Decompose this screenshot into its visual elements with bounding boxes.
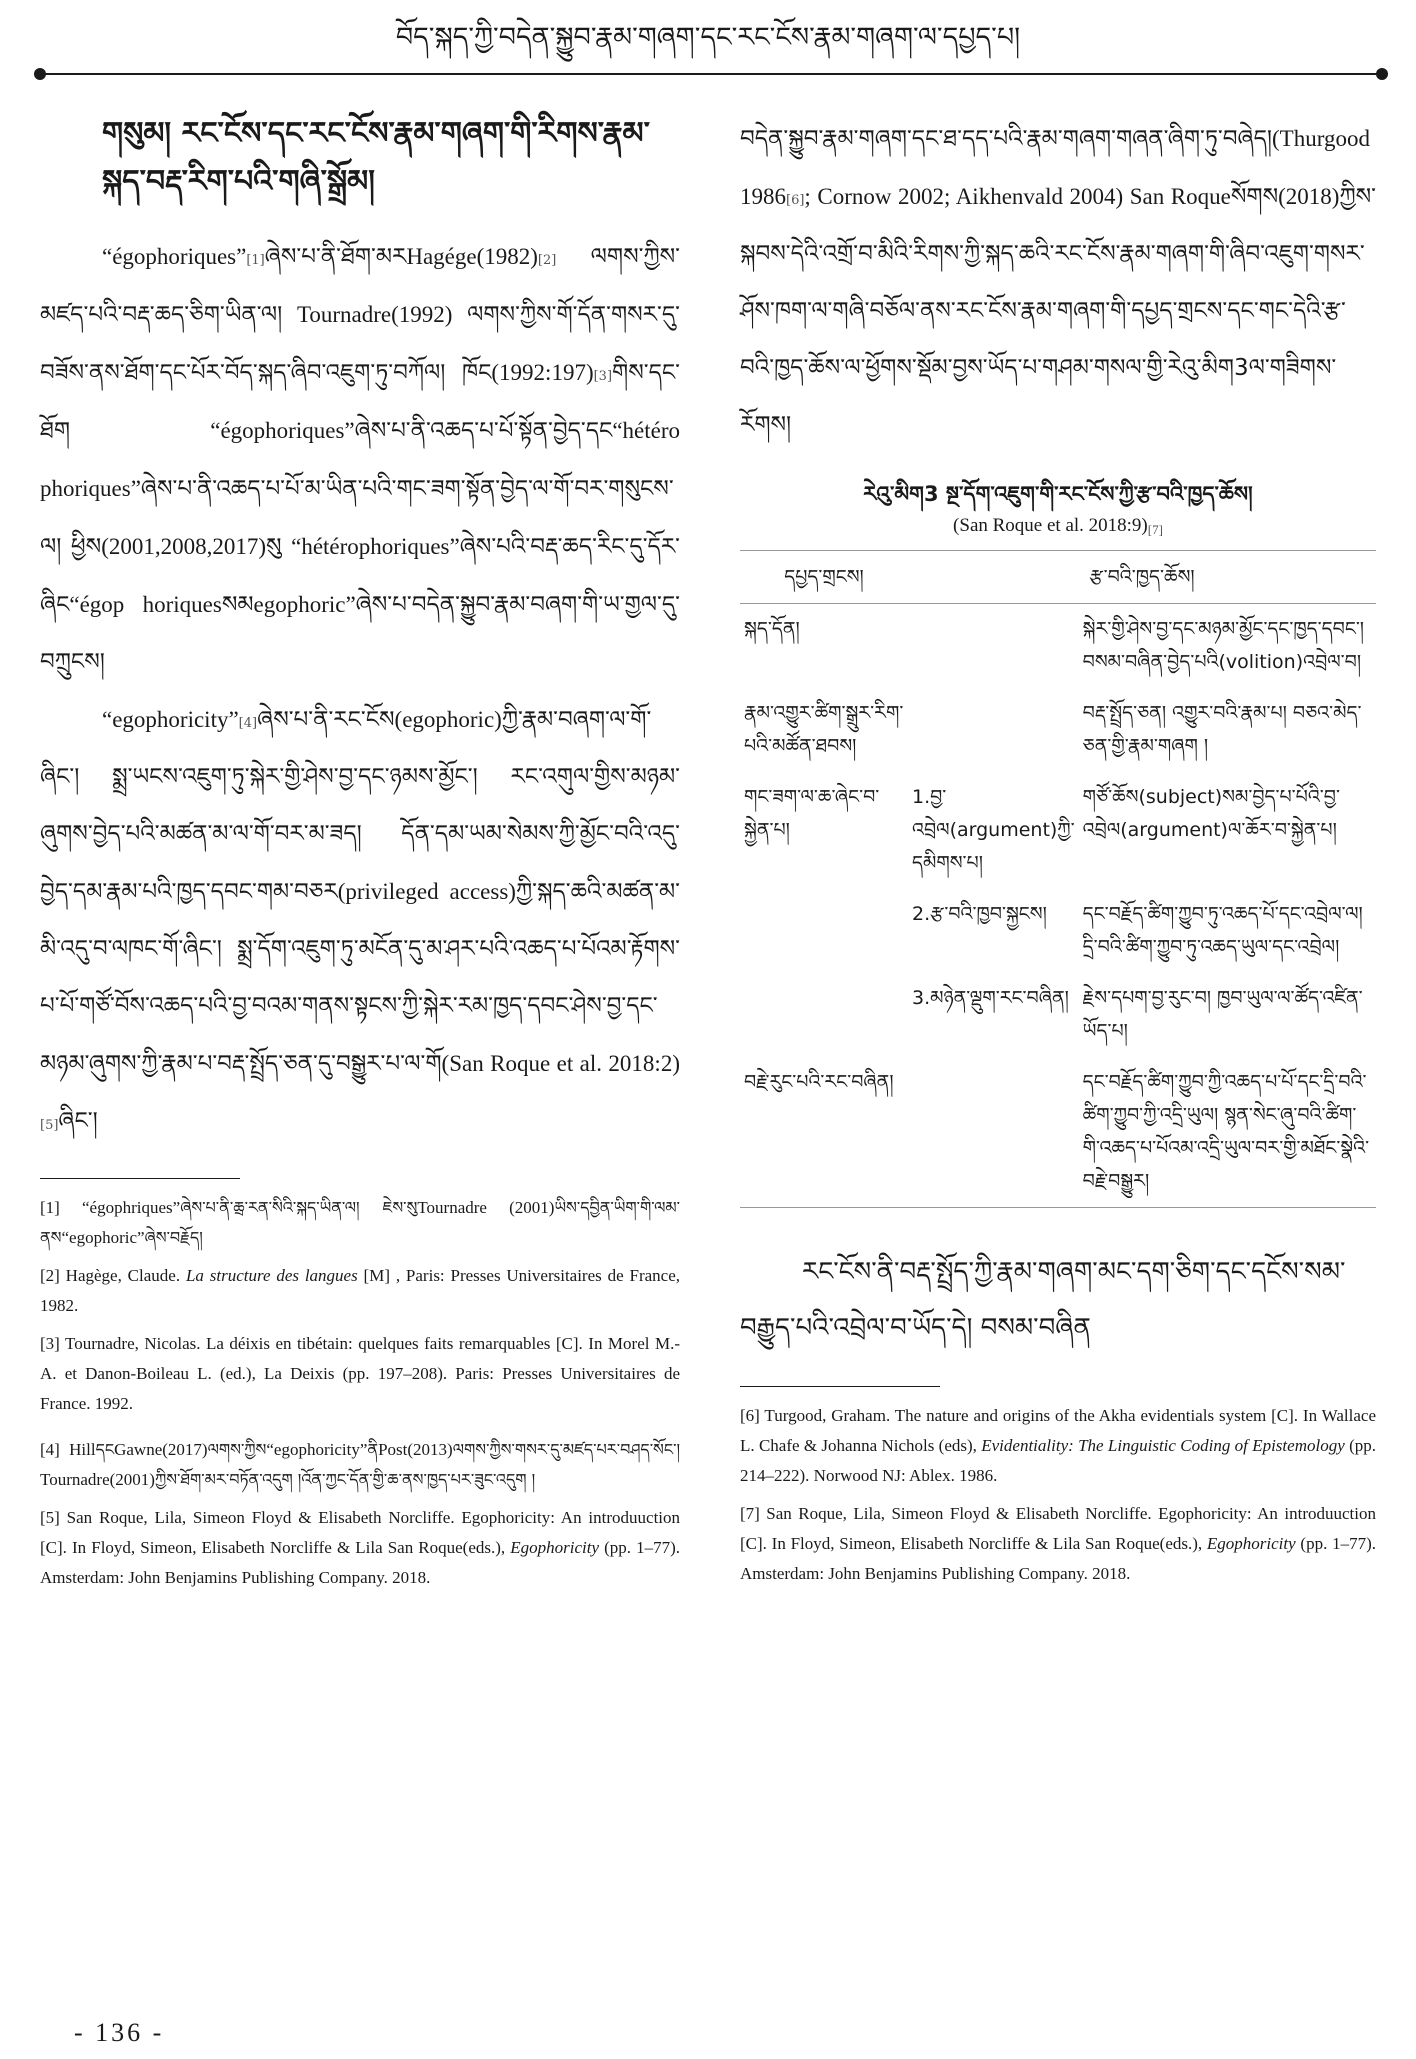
paragraph-2: “egophoricity”[4]ཞེས་པ་ནི་རང་ངོས(egophoric)ཀྱི་རྣམ་བཞག་ལ་གོ་ཞིང་། སྨྲ་ཡངས་འཇུག་ཏུ་སྐེར་གྱི་ཤེས་བྱ་དང་ཉམས་མྱོང་། རང་འགུལ་གྱིས་མཉམ་ཞུགས་བྱེད་པའི་མཚན་མ་ལ་གོ་བར་མ་ཟད། དོན་དམ་ཡམ་སེམས་ཀྱི་མྱོང་བའི་འདུ་བྱེད་དམ་རྣམ་པའི་ཁྱད་དབང་གམ་བཅར(privileged access)ཀྱི་སྐད་ཆའི་མཚན་མ་མི་འདུ་བ་ལཁང་གོ་ཞིང་། སྨྲ་དོག་འཇུག་ཏུ་མངོན་དུ་མ་ཤར་པའི་འཆད་པ་པོའམ་རྟོགས་པ་པོ་གཙོ་བོས་འཆད་པའི་བྱ་བའམ་གནས་སྟངས་ཀྱི་སྐེར་རམ་ཁྱད་དབང་ཤེས་བྱ་དང་མཉམ་ཞུགས་ཀྱི་རྣམ་པ་བརྡ་སྤྲོད་ཅན་དུ་བསྒྱུར་པ་ལ་གོ(San Roque et al. 2018:2)[5]ཞིང་། (40, 707, 680, 1134)
footnote-1: [1] “égophriques”ཞེས་པ་ནི་ཆྲ་རན་སིའི་སྐད་ཡིན་ལ། ཇེས་སུTournadre (2001)ཡིས་དབྱིན་ཡིག་གི་ལམ་ནས“egophoric”ཞེས་བརྗོད། (40, 1198, 681, 1247)
right-paragraph: བདེན་སྐྱུབ་རྣམ་གཞག་དང་ཐ་དད་པའི་རྣམ་གཞག་གཞན་ཞིག་ཏུ་བཞེད།(Thurgood 1986[6]; Cornow 2002; Aikhenvald 2004) San Roqueསོགས(2018)ཀྱིས་སྐབས་དེའི་འགྲོ་བ་མིའི་རིགས་ཀྱི་སྐད་ཆའི་རང་ངོས་རྣམ་གཞག་གི་ཞིབ་འཇུག་གསར་ཤོས་ཁག་ལ་གཞི་བཅོལ་ནས་རང་ངོས་རྣམ་གཞག་གི་དཔྱད་གྲངས་དང་གང་དེའི་རྩ་བའི་ཁྱད་ཆོས་ལ་ཕྱོགས་སྡོམ་བྱས་ཡོད་པ་གཤམ་གསལ་གྱི་རེའུ་མིག3ལ་གཟིགས་རོགས། (740, 126, 1376, 438)
left-column (40, 110, 680, 1601)
table-row: གང་ཟག་ལ་ཆ་ཞེང་བ་སྐྱེན་པ། 1.བྱ་འབྲེལ(argument)ཀྱི་དམིགས་པ། གཙོ་ཆོས(subject)སམ་བྱེད་པ་པོའི་བྱ་འབྲེལ(argument)ལ་ཆོར་བ་སྐྱེན་པ། (744, 786, 1340, 874)
table-source: (San Roque et al. 2018:9)[7] (953, 515, 1163, 537)
footnote-5: [5] San Roque, Lila, Simeon Floyd & Elisabeth Norcliffe. Egophoricity: An introduuction [C]. In Floyd, Simeon, Elisabeth Norcliffe & Lila San Roque(eds.), Egophoricity (pp. 1–77). Amsterdam: John Benjamins Publishing Company. 2018. (40, 1508, 681, 1587)
footnote-rule (40, 1178, 240, 1179)
table-row: རྣམ་འགྱུར་ཚིག་སྒྲུར་རིག་པའི་མཚོན་ཐབས། བརྡ་སྤྲོད་ཅན། འགྱུར་བའི་རྣམ་པ། བཅའ་མེད་ཅན་གྱི་རྣམ་གཞག ། (744, 702, 1362, 757)
paragraph-1: “égophoriques”[1]ཞེས་པ་ནི་ཐོག་མརHagége(1982)[2] ལགས་ཀྱིས་མཛད་པའི་བརྡ་ཆད་ཅིག་ཡིན་ལ། Tournadre(1992) ལགས་ཀྱིས་གོ་དོན་གསར་དུ་བཟོས་ནས་ཐོག་དང་པོར་བོད་སྐད་ཞིབ་འཇུག་ཏུ་བཀོལ། ཁོང(1992:197)[3]གིས་དང་ཐོག “égophoriques”ཞེས་པ་ནི་འཆད་པ་པོ་སྟོན་བྱེད་དང“hétéro phoriques”ཞེས་པ་ནི་འཆད་པ་པོ་མ་ཡིན་པའི་གང་ཟག་སྟོན་བྱེད་ལ་གོ་བར་གསུངས་ལ། ཕྱིས(2001,2008,2017)སུ “hétérophoriques”ཞེས་པའི་བརྡ་ཆད་རིང་དུ་དོར་ཞིང“égop horiquesསམegophoric”ཞེས་པ་བདེན་སྐྱུབ་རྣམ་བཞག་གི་ཡ་གྱལ་དུ་བཀྲུངས། (40, 244, 680, 675)
header-categories: དཔྱད་གྲངས། (740, 551, 908, 604)
features-table (740, 550, 1376, 1208)
closing-paragraph: རང་ངོས་ནི་བརྡ་སྤྲོད་ཀྱི་རྣམ་གཞག་མང་དག་ཅིག་དང་དངོས་སམ་བརྒྱུད་པའི་འབྲེལ་བ་ཡོད་དེ། བསམ་བཞིན (740, 1257, 1346, 1343)
header-rule (40, 73, 1380, 75)
rule-dot-right (1376, 68, 1388, 80)
section-title: གསུམ། རང་ངོས་དང་རང་ངོས་རྣམ་གཞག་གི་རིགས་རྣམ་སྐད་བརྡ་རིག་པའི་གཞི་སྒྲོམ། (102, 116, 650, 199)
footnote-3: [3] Tournadre, Nicolas. La déixis en tibétain: quelques faits remarquables [C]. In Morel M.-A. et Danon-Boileau L. (ed.), La Deixis (pp. 197–208). Paris: Presses Universitaires de France. 1992. (40, 1334, 680, 1413)
table-row: སྐད་དོན། སྐེར་གྱི་ཤེས་བྱ་དང་མཉམ་མྱོང་དང་ཁྱད་དབང་། བསམ་བཞིན་བྱེད་པའི(volition)འབྲེལ་བ། (744, 618, 1365, 673)
footnote-6: [6] Turgood, Graham. The nature and origins of the Akha evidentials system [C]. In Wallace L. Chafe & Johanna Nichols (eds), Evidentiality: The Linguistic Coding of Epistemology (pp. 214–222). Norwood NJ: Ablex. 1986. (740, 1406, 1376, 1485)
table-header-row (740, 551, 1376, 604)
running-header: བོད་སྐད་ཀྱི་བདེན་སྐྱུབ་རྣམ་གཞག་དང་རང་ངོས་རྣམ་གཞག་ལ་དཔྱད་པ། (395, 22, 1021, 53)
right-column (740, 110, 1376, 1597)
table-row: 3.མཉེན་ལྡུག་རང་བཞིན། རྗེས་དཔག་བྱ་རུང་བ། ཁྱབ་ཡུལ་ལ་ཚོད་འཛིན་ཡོད་པ། (912, 987, 1363, 1042)
footnote-2: [2] Hagège, Claude. La structure des langues [M] , Paris: Presses Universitaires de France, 1982. (40, 1266, 680, 1315)
footnote-rule-right (740, 1386, 940, 1387)
table-row: བརྗེ་རུང་པའི་རང་བཞིན། དང་བརྗོད་ཚིག་ཀྱུབ་ཀྱི་འཆད་པ་པོ་དང་དྲི་བའི་ཚིག་ཀྱུབ་ཀྱི་འདྲི་ཡུལ། སྙན་སེང་ཞུ་བའི་ཚིག་གི་འཆད་པ་པོའམ་འདྲི་ཡུལ་བར་གྱི་མཐོང་སྣེའི་བརྗེ་བསྒྱུར། (744, 1071, 1370, 1192)
page-number: - 136 - (74, 2018, 165, 2047)
table-row: 2.རྩ་བའི་ཁྱབ་སྐྱངས། དང་བརྗོད་ཚིག་ཀྱུབ་ཏུ་འཆད་པོ་དང་འབྲེལ་ལ། དྲི་བའི་ཚིག་ཀྱུབ་ཏུ་འཆད་ཡུལ་དང་འབྲེལ། (912, 903, 1363, 958)
footnote-4: [4] HillདངGawne(2017)ལགས་ཀྱིས“egophoricity”ནིPost(2013)ལགས་ཀྱིས་གསར་དུ་མཛད་པར་བཤད་སོང་། Tournadre(2001)ཀྱིས་ཐོག་མར་བཏོན་འདུག །འོན་ཀྱང་དོན་གྱི་ཆ་ནས་ཁྱད་པར་ཟུང་འདུག ། (40, 1440, 680, 1489)
header-features: རྩ་བའི་ཁྱད་ཆོས། (908, 551, 1376, 604)
table-title: རེའུ་མིག3 སྔ་དོག་འཇུག་གི་རང་ངོས་ཀྱི་རྩ་བའི་ཁྱད་ཆོས། (863, 482, 1253, 506)
footnote-7: [7] San Roque, Lila, Simeon Floyd & Elisabeth Norcliffe. Egophoricity: An introduuction [C]. In Floyd, Simeon, Elisabeth Norcliffe & Lila San Roque(eds.), Egophoricity (pp. 1–77). Amsterdam: John Benjamins Publishing Company. 2018. (740, 1504, 1376, 1583)
